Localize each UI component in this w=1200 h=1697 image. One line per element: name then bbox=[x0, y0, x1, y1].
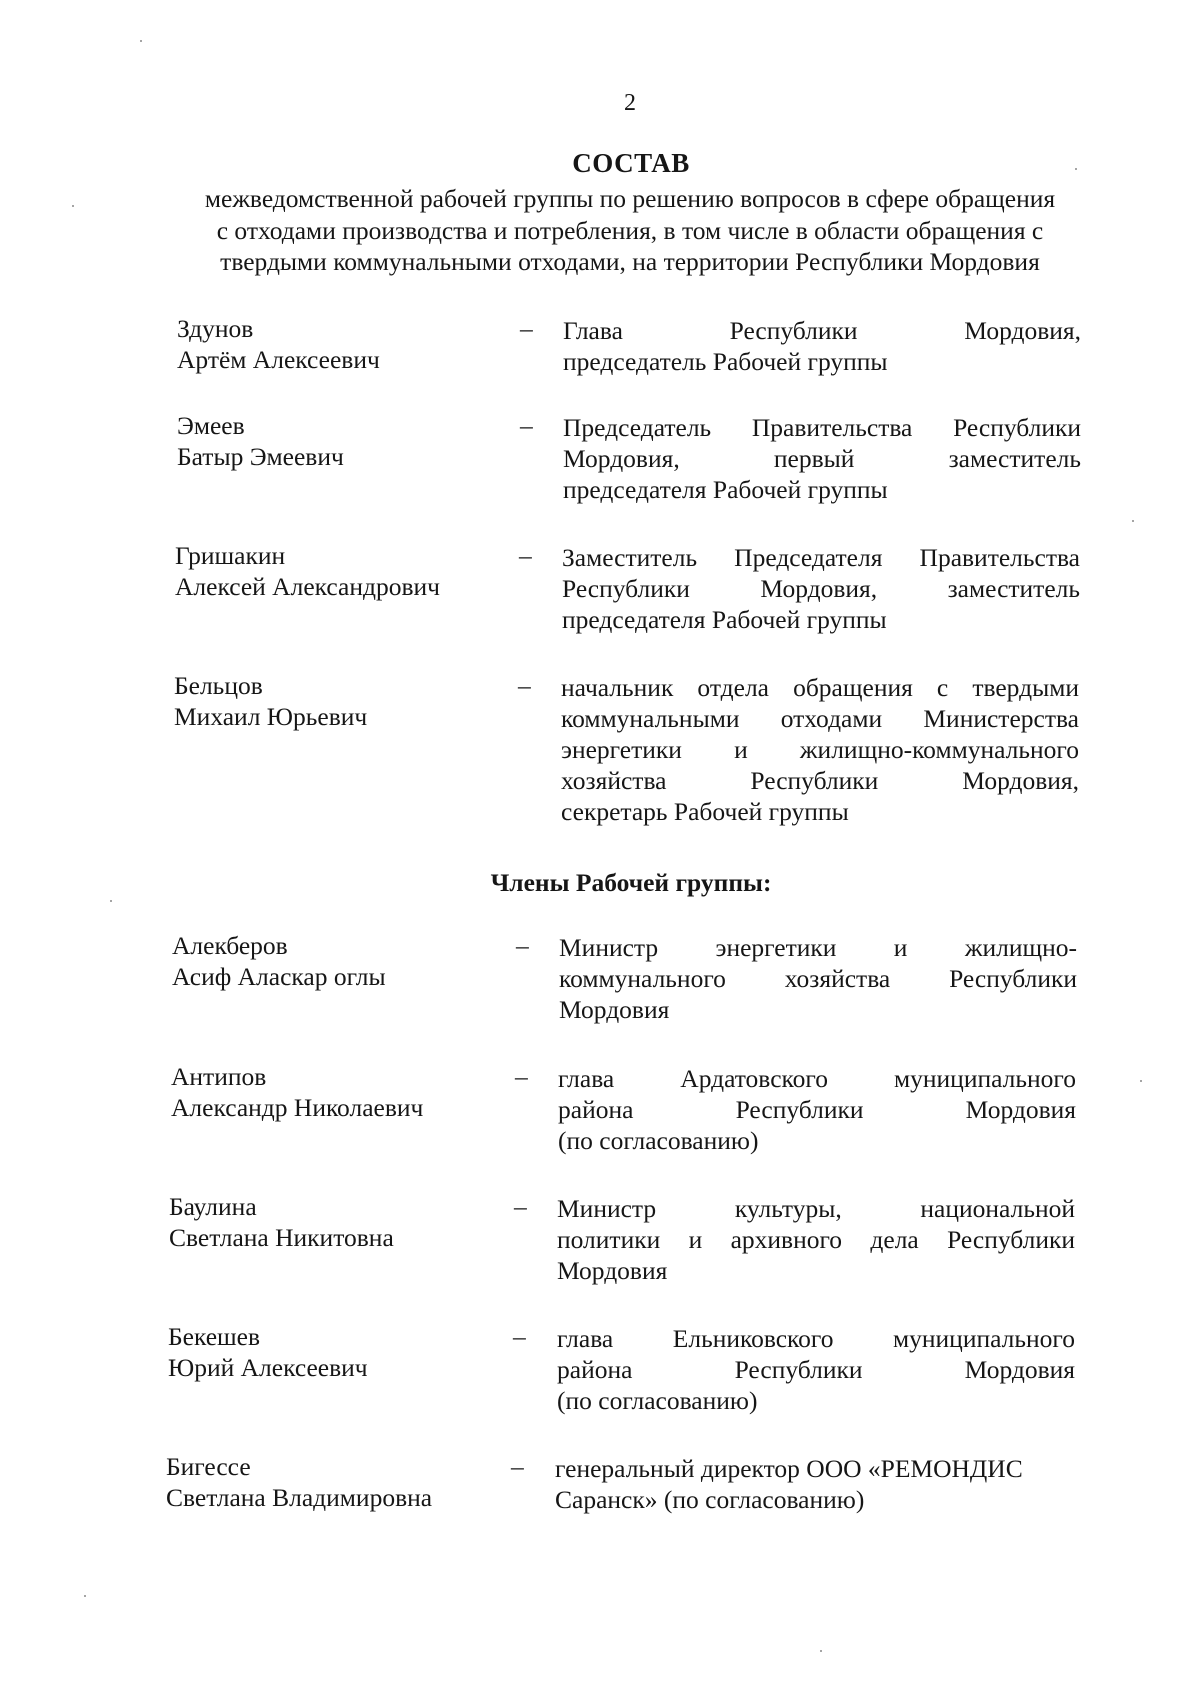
document-title: СОСТАВ bbox=[572, 148, 690, 178]
member-surname: Бельцов bbox=[174, 671, 263, 700]
subtitle-line: межведомственной рабочей группы по решению вопросов в сфере обращения bbox=[204, 184, 1056, 213]
member-surname: Гришакин bbox=[175, 541, 286, 570]
role-line: района Республики Мордовия bbox=[557, 1355, 1075, 1384]
role-line: Мордовия bbox=[559, 995, 670, 1024]
role-line: глава Ардатовского муниципального bbox=[558, 1064, 1076, 1093]
role-line: района Республики Мордовия bbox=[558, 1095, 1076, 1124]
member-name bbox=[168, 1321, 488, 1383]
role-line: начальник отдела обращения с твердыми bbox=[561, 673, 1079, 702]
member-surname: Здунов bbox=[177, 314, 254, 343]
role-line: Мордовия bbox=[557, 1256, 668, 1285]
role-line: Министр культуры, национальной bbox=[557, 1194, 1075, 1223]
role-line: Заместитель Председателя Правительства bbox=[562, 543, 1080, 572]
dash-separator: – bbox=[519, 541, 532, 570]
member-surname: Антипов bbox=[171, 1062, 267, 1091]
page-number: 2 bbox=[624, 90, 636, 116]
role-line: энергетики и жилищно-коммунального bbox=[561, 735, 1079, 764]
role-line: генеральный директор ООО «РЕМОНДИС bbox=[555, 1454, 1023, 1483]
scan-speck bbox=[72, 205, 74, 207]
member-role bbox=[555, 1453, 1073, 1515]
member-name bbox=[177, 410, 497, 472]
dash-separator: – bbox=[513, 1322, 526, 1351]
role-line: Министр энергетики и жилищно- bbox=[559, 933, 1077, 962]
scan-speck bbox=[84, 1595, 86, 1597]
scan-speck bbox=[1132, 520, 1134, 522]
member-surname: Бигессе bbox=[166, 1452, 251, 1481]
member-role bbox=[563, 315, 1081, 377]
dash-separator: – bbox=[518, 671, 531, 700]
member-name bbox=[174, 670, 494, 732]
role-line: Председатель Правительства Республики bbox=[563, 413, 1081, 442]
role-line: председателя Рабочей группы bbox=[563, 475, 888, 504]
role-line: Республики Мордовия, заместитель bbox=[562, 574, 1080, 603]
member-surname: Баулина bbox=[169, 1192, 257, 1221]
member-name bbox=[177, 313, 497, 375]
role-line: коммунальными отходами Министерства bbox=[561, 704, 1079, 733]
member-name bbox=[175, 540, 495, 602]
role-line: хозяйства Республики Мордовия, bbox=[561, 766, 1079, 795]
member-given-name: Артём Алексеевич bbox=[177, 345, 380, 374]
dash-separator: – bbox=[515, 1062, 528, 1091]
member-given-name: Александр Николаевич bbox=[171, 1093, 424, 1122]
role-line: Мордовия, первый заместитель bbox=[563, 444, 1081, 473]
dash-separator: – bbox=[520, 411, 533, 440]
subtitle-line: с отходами производства и потребления, в том числе в области обращения с bbox=[216, 215, 1044, 245]
role-line: председатель Рабочей группы bbox=[563, 347, 888, 376]
member-given-name: Алексей Александрович bbox=[175, 572, 440, 601]
member-role bbox=[558, 1063, 1076, 1156]
member-name bbox=[169, 1191, 489, 1253]
scan-speck bbox=[1075, 168, 1077, 170]
member-surname: Эмеев bbox=[177, 411, 245, 440]
document-subtitle bbox=[150, 183, 1110, 278]
member-role bbox=[559, 932, 1077, 1025]
member-given-name: Батыр Эмеевич bbox=[177, 442, 344, 471]
member-name bbox=[172, 930, 492, 992]
member-given-name: Светлана Никитовна bbox=[169, 1223, 394, 1252]
role-line: (по согласованию) bbox=[558, 1126, 759, 1155]
subtitle-line: твердыми коммунальными отходами, на территории Республики Мордовия bbox=[220, 247, 1040, 276]
scan-speck bbox=[820, 1650, 822, 1652]
dash-separator: – bbox=[516, 931, 529, 960]
dash-separator: – bbox=[520, 314, 533, 343]
dash-separator: – bbox=[511, 1452, 524, 1481]
member-role bbox=[562, 542, 1080, 635]
member-role bbox=[557, 1323, 1075, 1416]
member-role bbox=[563, 412, 1081, 505]
role-line: секретарь Рабочей группы bbox=[561, 797, 849, 826]
role-line: коммунального хозяйства Республики bbox=[559, 964, 1077, 993]
role-line: председателя Рабочей группы bbox=[562, 605, 887, 634]
scan-speck bbox=[140, 40, 142, 42]
role-line: глава Ельниковского муниципального bbox=[557, 1324, 1075, 1353]
role-line: политики и архивного дела Республики bbox=[557, 1225, 1075, 1254]
role-line: (по согласованию) bbox=[557, 1386, 758, 1415]
member-name bbox=[171, 1061, 491, 1123]
role-line: Саранск» (по согласованию) bbox=[555, 1485, 865, 1514]
member-given-name: Юрий Алексеевич bbox=[168, 1353, 368, 1382]
role-line: Глава Республики Мордовия, bbox=[563, 316, 1081, 345]
member-surname: Бекешев bbox=[168, 1322, 261, 1351]
member-role bbox=[561, 672, 1079, 827]
dash-separator: – bbox=[514, 1192, 527, 1221]
member-given-name: Светлана Владимировна bbox=[166, 1483, 433, 1512]
member-given-name: Михаил Юрьевич bbox=[174, 702, 368, 731]
member-name bbox=[166, 1451, 486, 1513]
scan-speck bbox=[110, 900, 112, 902]
member-role bbox=[557, 1193, 1075, 1286]
member-given-name: Асиф Аласкар оглы bbox=[172, 962, 386, 991]
member-surname: Алекберов bbox=[172, 931, 288, 960]
members-heading: Члены Рабочей группы: bbox=[490, 868, 772, 897]
scan-speck bbox=[1140, 1080, 1142, 1082]
